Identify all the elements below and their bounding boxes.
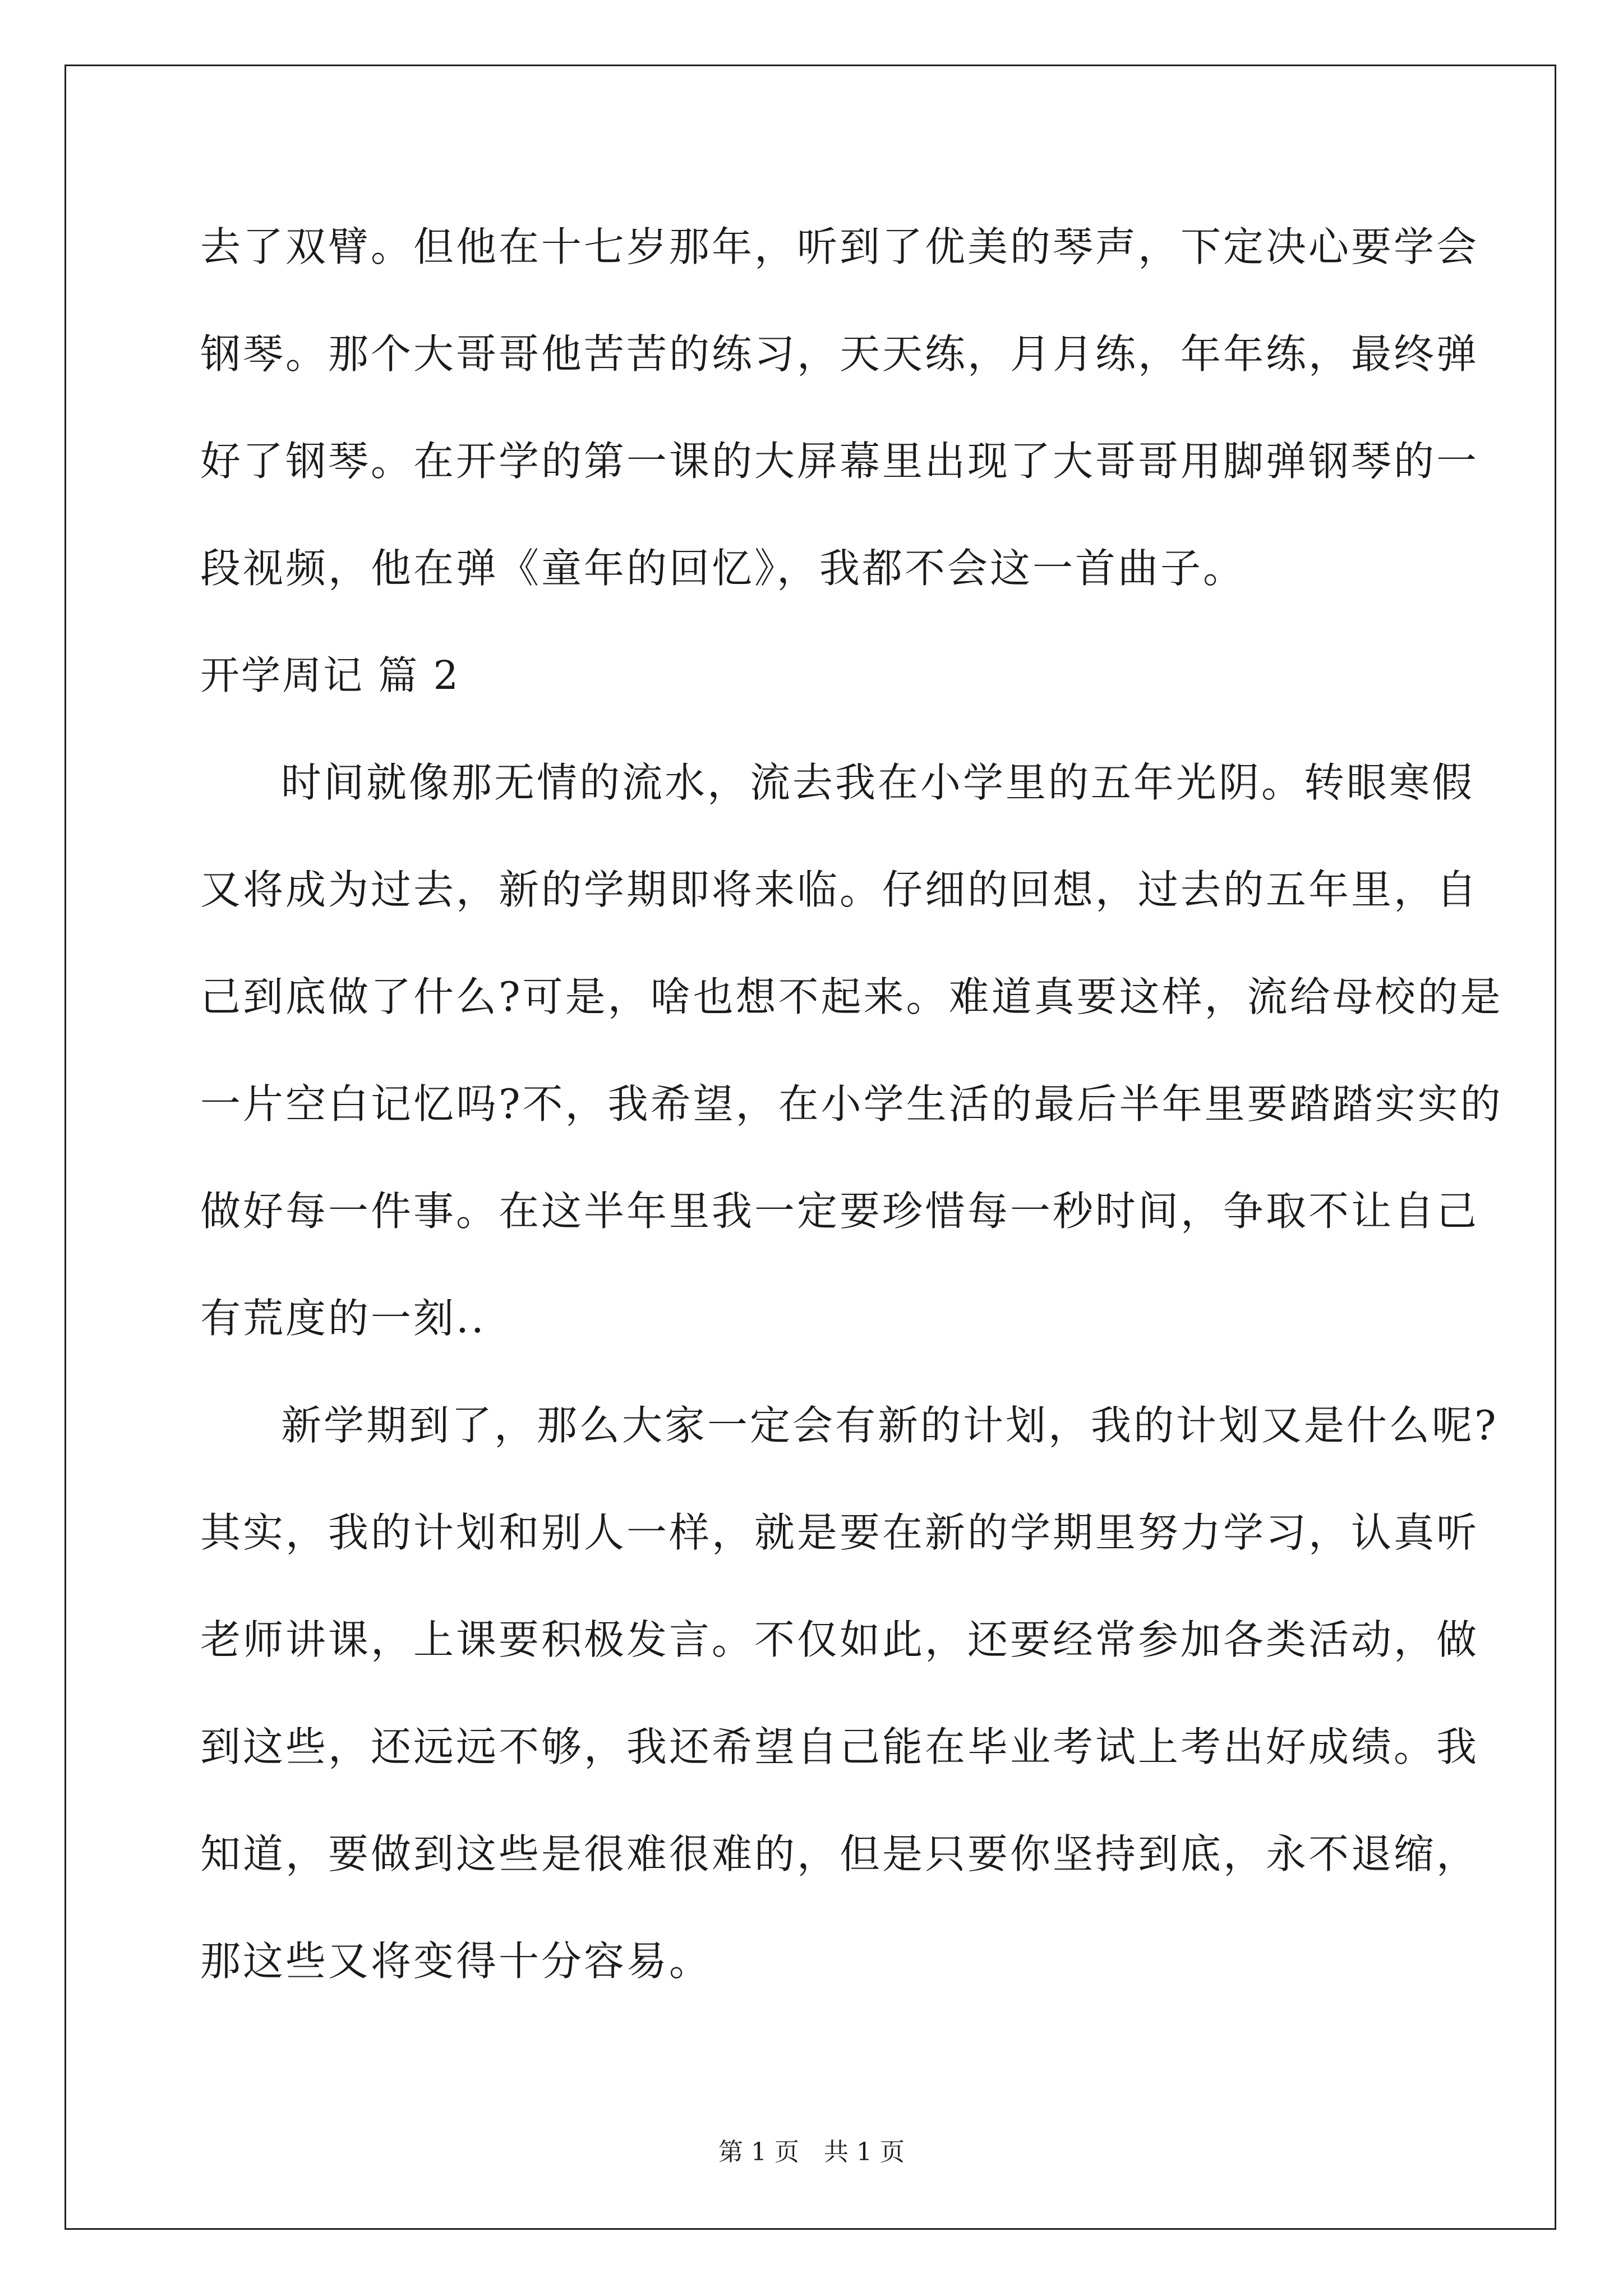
text-line: 己到底做了什么?可是，啥也想不起来。难道真要这样，流给母校的是 (200, 973, 1503, 1020)
text-line: 钢琴。那个大哥哥他苦苦的练习，天天练，月月练，年年练，最终弹 (200, 330, 1479, 378)
text-line: 那这些又将变得十分容易。 (200, 1938, 712, 1985)
text-line: 做好每一件事。在这半年里我一定要珍惜每一秒时间，争取不让自己 (200, 1188, 1479, 1235)
document-body (200, 194, 1503, 2015)
text-line: 去了双臂。但他在十七岁那年，听到了优美的琴声，下定决心要学会 (200, 223, 1479, 270)
text-line: 时间就像那无情的流水，流去我在小学里的五年光阴。转眼寒假 (281, 759, 1475, 806)
text-line: 新学期到了，那么大家一定会有新的计划，我的计划又是什么呢? (281, 1402, 1498, 1449)
text-line: 段视频，他在弹《童年的回忆》，我都不会这一首曲子。 (200, 545, 1246, 592)
text-line: 一片空白记忆吗?不，我希望，在小学生活的最后半年里要踏踏实实的 (200, 1080, 1503, 1128)
text-line: 老师讲课，上课要积极发言。不仅如此，还要经常参加各类活动，做 (200, 1616, 1479, 1663)
text-line: 其实，我的计划和别人一样，就是要在新的学期里努力学习，认真听 (200, 1509, 1479, 1556)
text-line: 到这些，还远远不够，我还希望自己能在毕业考试上考出好成绩。我 (200, 1723, 1479, 1770)
paragraph-2 (200, 729, 1503, 1372)
paragraph-1 (200, 194, 1479, 622)
text-line: 又将成为过去，新的学期即将来临。仔细的回想，过去的五年里，自 (200, 866, 1479, 913)
paragraph-3 (200, 1372, 1498, 2015)
text-line: 好了钢琴。在开学的第一课的大屏幕里出现了大哥哥用脚弹钢琴的一 (200, 438, 1479, 485)
page-footer: 第 1 页 共 1 页 (718, 2138, 905, 2166)
text-line: 有荒度的一刻.. (200, 1295, 486, 1342)
section-heading: 开学周记 篇 2 (200, 652, 460, 698)
text-line: 知道，要做到这些是很难很难的，但是只要你坚持到底，永不退缩， (200, 1830, 1479, 1878)
